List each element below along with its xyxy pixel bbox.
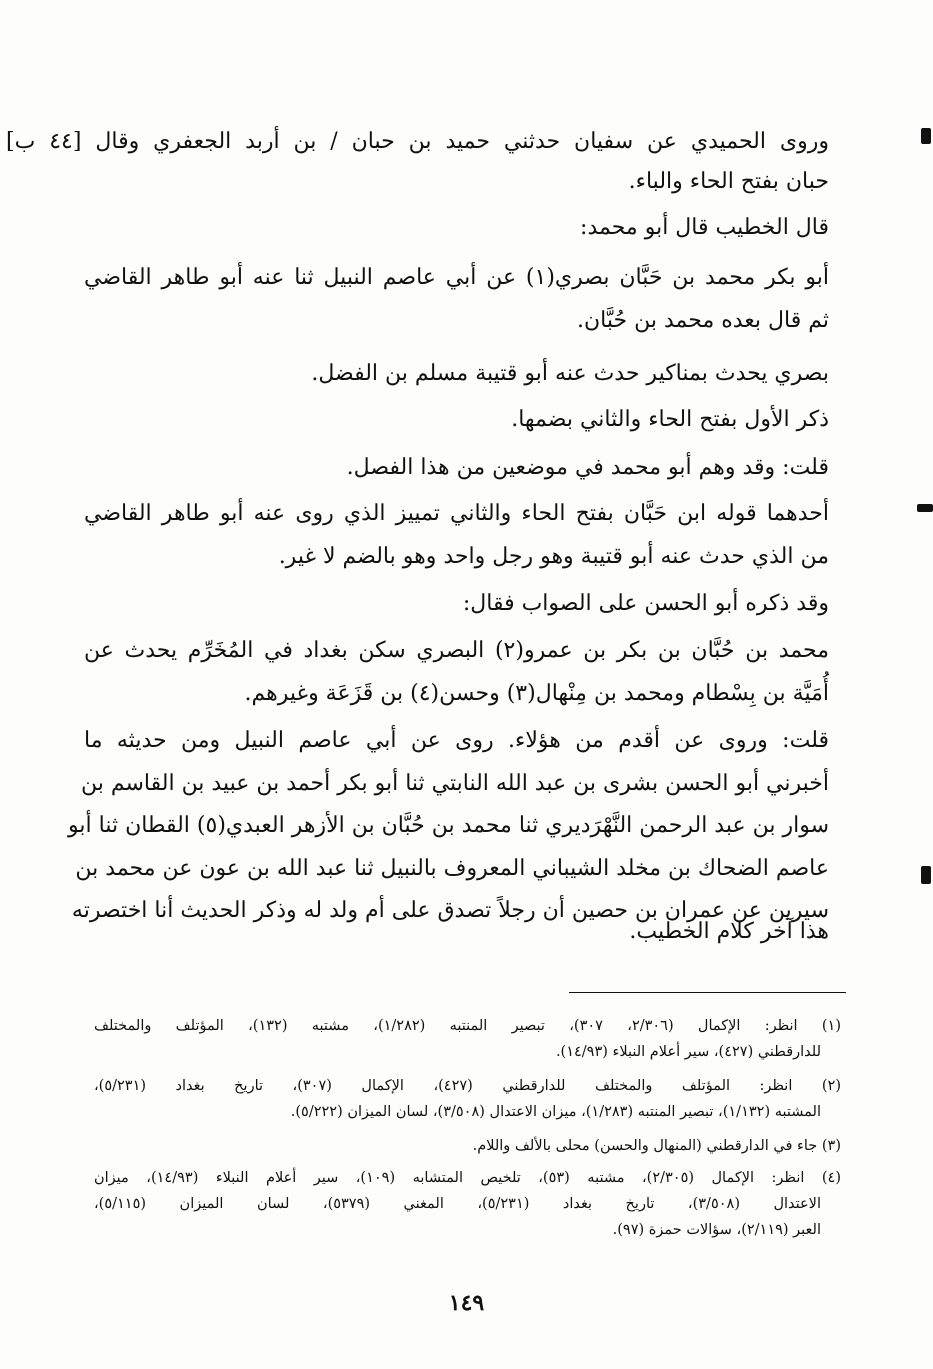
- text-line: ذكر الأول بفتح الحاء والثاني بضمها.: [511, 407, 829, 432]
- text-line: حبان بفتح الحاء والباء.: [628, 169, 829, 194]
- text-line: سوار بن عبد الرحمن النَّهْرَديري ثنا محمد بن حُبَّان بن الأزهر العبدي(٥) القطان ثنا أبو: [68, 813, 829, 838]
- text-line: هذا آخر كلام الخطيب.: [629, 919, 829, 944]
- text-line: ثم قال بعده محمد بن حُبَّان.: [577, 308, 829, 333]
- text-line: أُمَيَّة بن بِسْطام ومحمد بن مِنْهال(٣) وحسن(٤) بن قَزَعَة وغيرهم.: [244, 681, 829, 706]
- text-line: وقد ذكره أبو الحسن على الصواب فقال:: [462, 591, 829, 616]
- margin-mark: [917, 504, 933, 512]
- text-line: عاصم الضحاك بن مخلد الشيباني المعروف بالنبيل ثنا عبد الله بن عون عن محمد بن: [75, 856, 829, 881]
- margin-mark: [921, 128, 931, 144]
- footnote-line: (٤) انظر: الإكمال (٢/٣٠٥)، مشتبه (٥٣)، تلخيص المتشابه (١٠٩)، سير أعلام النبلاء (١٤/٩٣)، ميزان: [94, 1170, 841, 1186]
- text-line: قلت: وقد وهم أبو محمد في موضعين من هذا الفصل.: [346, 455, 829, 480]
- footnote-line: (٢) انظر: المؤتلف والمختلف للدارقطني (٤٢٧)، الإكمال (٣٠٧)، تاريخ بغداد (٥/٢٣١)،: [94, 1078, 841, 1094]
- text-line: أحدهما قوله ابن حَبَّان بفتح الحاء والثاني تمييز الذي روى عنه أبو طاهر القاضي: [84, 501, 829, 526]
- page-number: ١٤٩: [448, 1290, 485, 1316]
- footnote-line: (١) انظر: الإكمال (٢/٣٠٦، ٣٠٧)، تبصير المنتبه (١/٢٨٢)، مشتبه (١٣٢)، المؤتلف والمختلف: [94, 1018, 841, 1034]
- text-line: سيرين عن عمران بن حصين أن رجلاً تصدق على أم ولد له وذكر الحديث أنا اختصرته: [71, 898, 829, 923]
- text-line: قال الخطيب قال أبو محمد:: [580, 215, 829, 240]
- text-line: من الذي حدث عنه أبو قتيبة وهو رجل واحد وهو بالضم لا غير.: [278, 544, 829, 569]
- footnote-line: المشتبه (١/١٣٢)، تبصير المنتبه (١/٢٨٣)، ميزان الاعتدال (٣/٥٠٨)، لسان الميزان (٥/٢٢٢).: [290, 1104, 821, 1120]
- text-line: قلت: وروى عن أقدم من هؤلاء. روى عن أبي عاصم النبيل ومن حديثه ما: [84, 728, 829, 753]
- text-line: أبو بكر محمد بن حَبَّان بصري(١) عن أبي عاصم النبيل ثنا عنه أبو طاهر القاضي: [84, 265, 829, 290]
- footnote-line: الاعتدال (٣/٥٠٨)، تاريخ بغداد (٥/٢٣١)، المغني (٥٣٧٩)، لسان الميزان (٥/١١٥)،: [94, 1196, 821, 1212]
- footnote-line: للدارقطني (٤٢٧)، سير أعلام النبلاء (١٤/٩٣).: [555, 1044, 821, 1060]
- text-line: وروى الحميدي عن سفيان حدثني حميد بن حبان / بن أربد الجعفري وقال [٤٤ ب]: [6, 129, 830, 154]
- footnote-line: (٣) جاء في الدارقطني (المنهال والحسن) محلى بالألف واللام.: [472, 1138, 841, 1154]
- margin-mark: [921, 866, 931, 884]
- text-line: أخبرني أبو الحسن بشرى بن عبد الله النابتي ثنا أبو بكر أحمد بن عبيد بن القاسم بن: [80, 771, 829, 796]
- footnote-divider: [569, 992, 846, 993]
- footnote-line: العبر (٢/١١٩)، سؤالات حمزة (٩٧).: [612, 1222, 821, 1238]
- text-line: محمد بن حُبَّان بن بكر بن عمرو(٢) البصري سكن بغداد في المُخَرِّم يحدث عن: [84, 638, 829, 663]
- text-line: بصري يحدث بمناكير حدث عنه أبو قتيبة مسلم بن الفضل.: [311, 361, 829, 386]
